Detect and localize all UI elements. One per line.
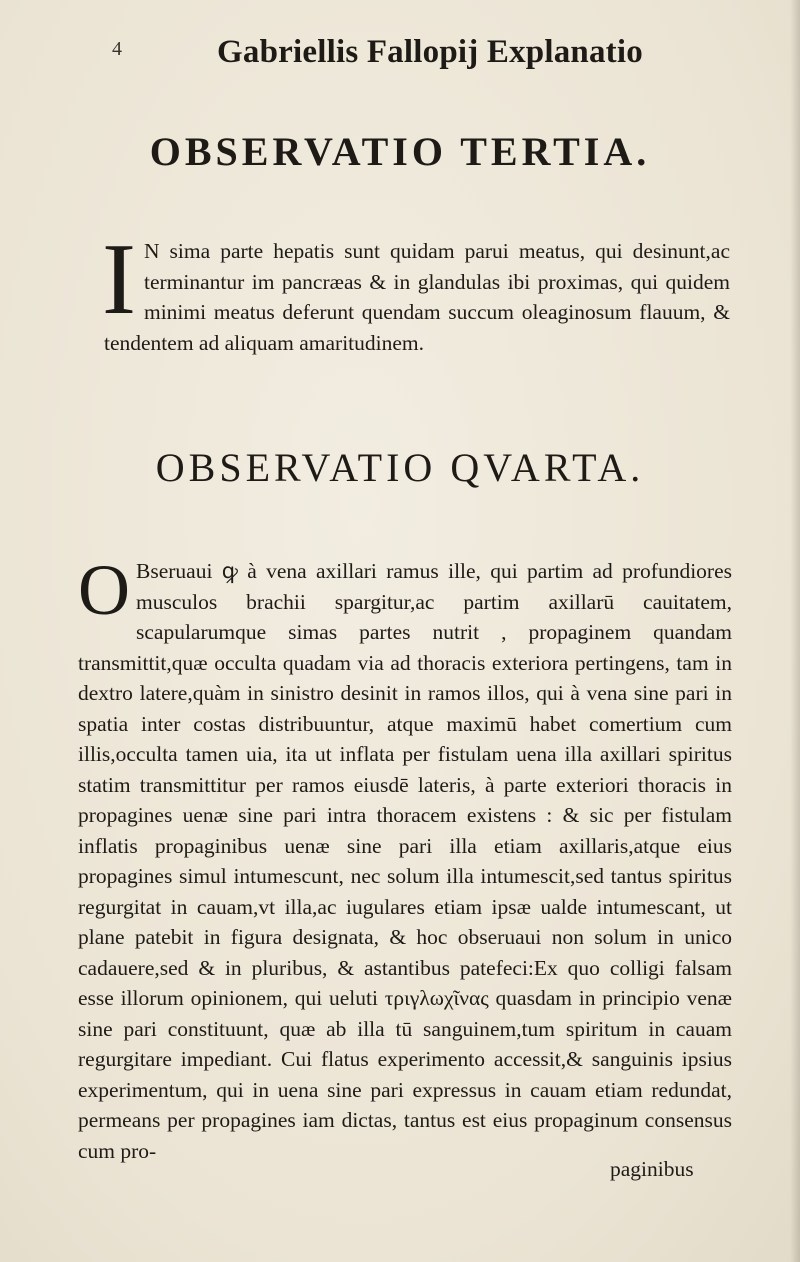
paragraph-body: N sima parte hepatis sunt quidam parui meatus, qui desinunt,ac terminantur im pancræas & in glandulas ibi proximas, qui quidem minimi meatus deferunt quendam succum oleaginosum flauum, & tendentem ad aliquam amaritudinem.	[104, 239, 730, 355]
catchword: paginibus	[610, 1157, 694, 1181]
section-heading-tertia: OBSERVATIO TERTIA.	[149, 129, 651, 174]
section-heading-quarta: OBSERVATIO QVARTA.	[155, 445, 645, 490]
section-text-tertia	[102, 223, 730, 358]
page-fold-shadow	[790, 0, 800, 1262]
dropcap-initial: O	[78, 550, 130, 630]
page-number: 4	[112, 38, 122, 60]
dropcap-initial: I	[102, 223, 136, 336]
running-title: Gabriellis Fallopij Explanatio	[217, 34, 643, 70]
section-text-quarta	[78, 550, 732, 1166]
paragraph-body: Bseruaui ꝙ à vena axillari ramus ille, qui partim ad profundiores musculos brachii spargitur,ac partim axillarū cauitatem, scapularumque simas partes nutrit , propaginem quandam transmittit,quæ occulta quadam via ad thoracis exteriora pertingens, tam in dextro latere,quàm in sinistro desinit in ramos illos, qui à vena sine pari in spatia inter costas distribuuntur, atque maximū habet comertium cum illis,occulta tamen uia, ita ut inflata per fistulam uena illa axillari spiritus statim transmittitur per ramos eiusdē lateris, à parte exteriori thoracis in propagines uenæ sine pari intra thoracem existens : & sic per fistulam inflatis propaginibus uenæ sine pari illa etiam axillaris,atque eius propagines simul intumescunt, nec solum illa intumescit,sed tantus spiritus regurgitat in cauam,vt illa,ac iugulares etiam ipsæ ualde intumescant, ut plane patebit in figura designata, & hoc obseruaui non solum in unico cadauere,sed & in pluribus, & astantibus patefeci:Ex quo colligi falsam esse illorum opinionem, qui ueluti τριγλωχῖνας quasdam in principio venæ sine pari constituunt, quæ ab illa tū sanguinem,tum spiritum in cauam regurgitare impediant. Cui flatus experimento accessit,& sanguinis ipsius experimentum, qui in uena sine pari expressus in cauam etiam redundat, permeans per propagines iam dictas, tantus est eius propaginum consensus cum pro-	[78, 559, 732, 1163]
